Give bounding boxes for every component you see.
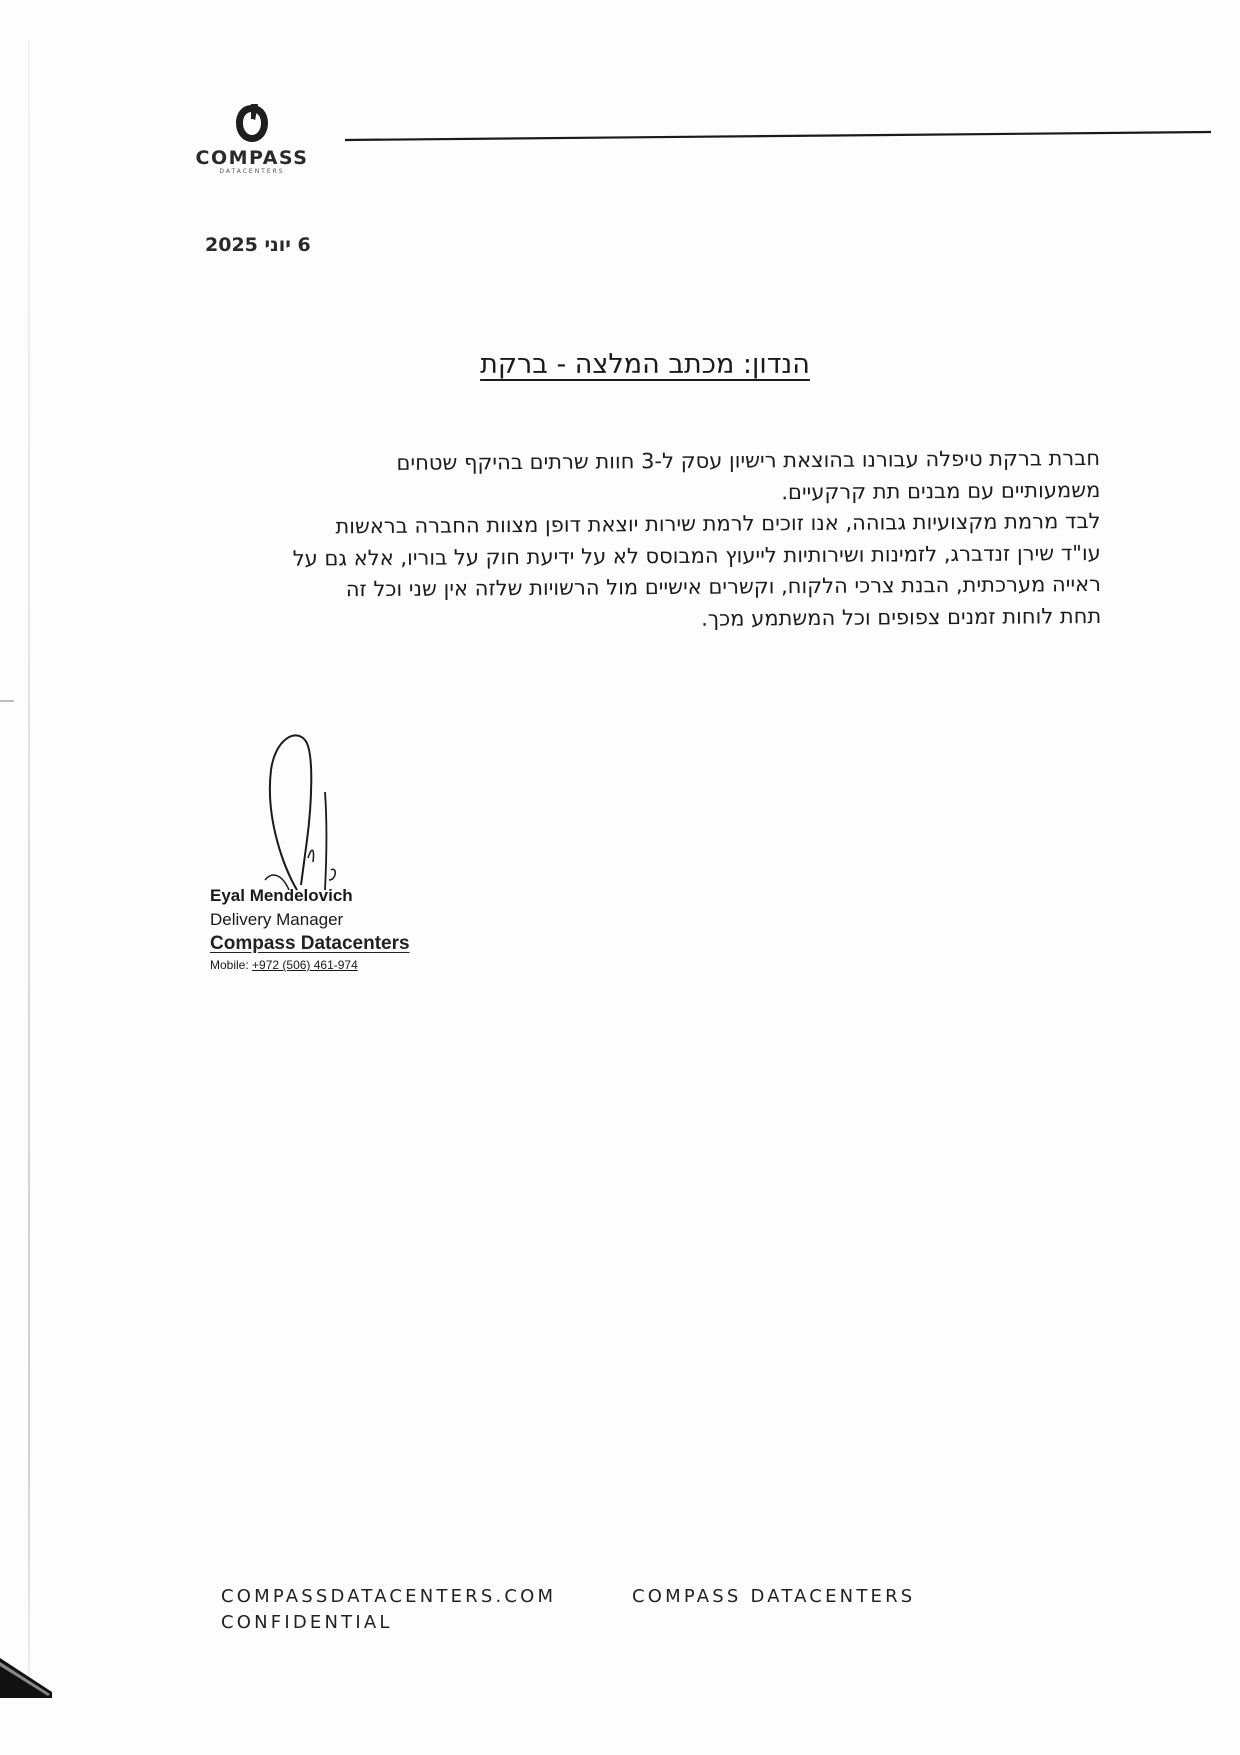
body-line: חברת ברקת טיפלה עבורנו בהוצאת רישיון עסק ל-3 חוות שרתים בהיקף שטחים bbox=[396, 445, 1101, 475]
footer-left bbox=[221, 1584, 556, 1636]
letter-body bbox=[200, 443, 1101, 638]
compass-logo-icon bbox=[232, 102, 272, 146]
mobile-label: Mobile: bbox=[210, 958, 253, 972]
scan-edge-artifact bbox=[28, 40, 30, 1690]
scan-corner-artifact bbox=[0, 1640, 60, 1700]
logo-wordmark: COMPASS bbox=[195, 147, 309, 169]
signer-mobile bbox=[210, 956, 410, 974]
signature-block bbox=[210, 884, 410, 974]
scan-mark-artifact bbox=[0, 700, 14, 702]
header-rule bbox=[345, 130, 1211, 142]
body-line: ראייה מערכתית, הבנת צרכי הלקוח, וקשרים אישיים מול הרשויות שלזה אין שני וכל זה bbox=[345, 571, 1102, 602]
body-line: עו"ד שירן זנדברג, לזמינות ושירותיות לייעוץ המבוסס לא על ידיעת חוק על בוריו, אלא גם על bbox=[292, 540, 1101, 571]
footer-website: COMPASSDATACENTERS.COM bbox=[221, 1586, 557, 1607]
logo-tagline: DATACENTERS bbox=[219, 168, 285, 175]
signer-company: Compass Datacenters bbox=[210, 933, 410, 954]
mobile-number-link[interactable]: +972 (506) 461-974 bbox=[252, 958, 358, 972]
signer-title: Delivery Manager bbox=[210, 910, 344, 929]
company-logo bbox=[192, 102, 312, 182]
body-line: תחת לוחות זמנים צפופים וכל המשתמע מכך. bbox=[701, 603, 1102, 631]
body-line: משמעותיים עם מבנים תת קרקעיים. bbox=[781, 477, 1101, 504]
handwritten-signature bbox=[245, 730, 365, 900]
letter-subject: הנדון: מכתב המלצה - ברקת bbox=[480, 349, 810, 380]
signer-name: Eyal Mendelovich bbox=[210, 886, 353, 905]
letter-date: 6 יוני 2025 bbox=[205, 234, 311, 256]
body-line: לבד מרמת מקצועיות גבוהה, אנו זוכים לרמת שירות יוצאת דופן מצוות החברה בראשות bbox=[335, 508, 1101, 539]
footer-company: COMPASS DATACENTERS bbox=[632, 1586, 916, 1607]
footer-confidential: CONFIDENTIAL bbox=[221, 1612, 393, 1633]
